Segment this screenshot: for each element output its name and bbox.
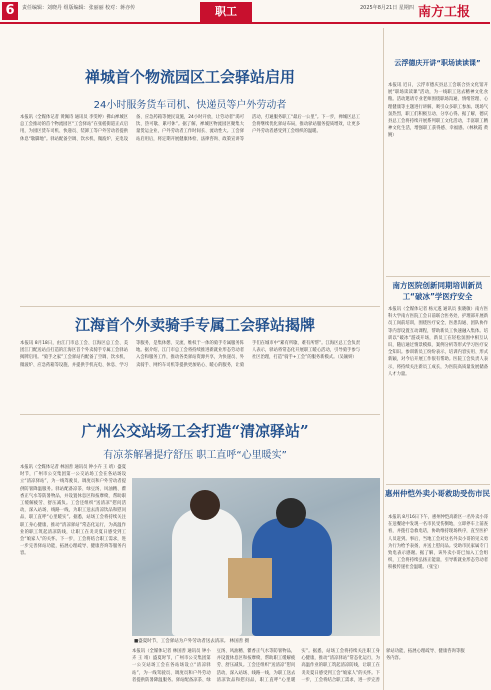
article1-title: 禅城首个物流园区工会驿站启用 [84, 68, 295, 86]
header-rule [0, 22, 490, 24]
news-photo [132, 478, 380, 636]
article1-subtitle: 24小时服务货车司机、快递员等户外劳动者 [93, 100, 287, 111]
article2-body: 本报讯 8月18日，由江门市总工会、江海区总工会、美团江门配送站点打造的江海区首个外卖骑手专属工会驿站揭牌启用。“骑手之家”工会驿站内配备了空调、饮水机、微波炉、应急药箱等设施，并提供手机充电、休息、学习等服务，是集休憩、交流、维权于一体的骑手专属服务阵地。据介绍，江门市总工会将持续推进新就业形态劳动者入会和服务工作，推动各类驿站资源共享，为快递员、外卖骑手、网约车司机等提供更加贴心、暖心的服务，让骑手们在城市中“累有所歇、难有所帮”。江海区总工会负责人表示，驿站将常态化开展职工暖心活动，引导骑手参与社区治理，打造“骑手+工会”的服务新模式。（吴颖妍） [20, 341, 360, 368]
page-number: 6 [2, 2, 18, 20]
issue-date: 2025年8月21日 星期四 [360, 5, 414, 11]
article3-title: 广州公交站场工会打造“清凉驿站” [81, 422, 309, 440]
side-column [383, 28, 491, 690]
photo-parcel [228, 558, 272, 598]
article3-subtitle: 有凉茶解暑提疗舒压 职工直呼“心里暖实” [103, 450, 287, 461]
photo-caption: ■盛夏时节，工会驿站为户外劳动者送去清凉。 林国善 摄 [134, 639, 250, 644]
side3-title: 惠州仲恺外卖小哥救助受伤市民 [385, 489, 490, 498]
article1-body: 本报讯（全媒体记者 黄佩诗 通讯员 李雯婷）佛山禅城区总工会推动的首个物流园区“工会驿站”在张槎街道正式启用，为园区货车司机、快递员、装卸工等户外劳动者提供休息“歇脚地”。驿站配备空调、饮水机、微波炉、充电设备、应急药箱等便民设施，24小时开放，让劳动者“渴可饮、热可歇、累可休”。据了解，禅城区物流园区聚集大量货运企业，户外劳动者工作时间长、流动性大。工会驿站启用后，将定期开展健康体检、法律咨询、政策宣讲等活动，打通服务职工“最后一公里”。下一步，禅城区总工会将继续优化驿站布局，推动驿站服务提质增效，让更多户外劳动者感受到工会组织的温暖。 [20, 115, 360, 142]
side1-title: 云浮德庆开讲“职场读读课” [394, 59, 481, 67]
article2-title: 江海首个外卖骑手专属工会驿站揭牌 [74, 316, 315, 334]
side-divider-1 [386, 276, 490, 277]
photo-head-2 [276, 498, 306, 528]
editor-credits: 责任编辑：刘晓丹 组版编辑：张丽丽 校对：蒋亦传 [22, 5, 136, 11]
article3-body: 本报讯（全媒体记者 林国善 通讯员 钟小卉 王 靖）盛夏时节，广州市公交集团第一公交站场工会在各站场设立“清凉驿站”，为一线驾驶员、调度员和户外劳动者提供防暑降温服务。驿站配备凉茶、绿豆汤、风油精、藿香正气水等防暑物品，并设置休息区和按摩椅，帮助职工缓解疲劳、舒压减负。工会还组织“送清凉”慰问活动，深入站场、线路一线，为职工送去清凉饮品和慰问品，职工直呼“心里暖实”。据悉，站场工会将持续关注职工身心健康，推动“清凉驿站”常态化运行，为高温作业的职工筑起清凉防线，让职工在炎炎夏日感受到工会“娘家人”的关怀。下一步，工会将结合职工需求，进一步完善驿站功能，拓展心理疏导、健康咨询等服务内容。 [20, 465, 126, 557]
side-divider-2 [386, 484, 490, 485]
side2-title: 南方医院创新同期培训新员工“破冰”学医疗安全 [392, 281, 483, 301]
divider-1 [20, 306, 380, 307]
side1-body: 本报讯 近日，云浮市德庆县总工会联合县文化馆开展“职场读读课”活动，为一线职工送去精神文化食粮。活动邀请专业老师围绕职场沟通、情绪管理、心理健康等主题进行讲解，吸引众多职工参加。现场气氛热烈，职工们积极互动、分享心得。据了解，德庆县总工会将持续开展系列职工文化活动，丰富职工精神文化生活，增强职工获得感、幸福感。（林秋霞 黄婉） [388, 83, 488, 139]
page-header [0, 0, 490, 28]
newspaper-logo: 南方工报 [418, 5, 471, 20]
side3-body: 本报讯 8月16日下午，惠州仲恺高新区一名外卖小哥在送餐途中发现一名市民受伤倒地，立即停车上前查看，并拨打急救电话，协助维持现场秩序，直至医护人员赶到。事后，当地工会对这名外卖小哥的见义勇为行为给予表扬，并送上慰问品。受助市民家属专门致电表示感谢。据了解，该外卖小哥已加入工会组织，工会将持续弘扬正能量，引导新就业形态劳动者积极传递社会温暖。（张宝） [388, 515, 488, 571]
section-label: 职工 [200, 2, 252, 22]
photo-head-1 [190, 490, 220, 520]
divider-2 [20, 414, 380, 415]
side2-body: 本报讯（全媒体记者 杨元遂 通讯员 张晓敏）南方医科大学南方医院工会日前联合医务处、护理部开展新员工岗前培训，围绕医疗安全、医患沟通、团队协作等内容设置互动课程，帮助新员工快速融入集体。培训以“破冰”游戏开场，新员工在轻松氛围中相互认识，随后通过情景模拟、案例分析等形式学习医疗安全知识。参训新员工纷纷表示，培训内容实用、形式新颖，对今后开展工作很有帮助。医院工会负责人表示，将持续关注新员工成长，为医院高质量发展储备人才力量。 [388, 307, 488, 377]
article3-body-continued: 本报讯（全媒体记者 林国善 通讯员 钟小卉 王 靖）盛夏时节，广州市公交集团第一公交站场工会在各站场设立“清凉驿站”，为一线驾驶员、调度员和户外劳动者提供防暑降温服务。驿站配备凉茶、绿豆汤、风油精、藿香正气水等防暑物品，并设置休息区和按摩椅，帮助职工缓解疲劳、舒压减负。工会还组织“送清凉”慰问活动，深入站场、线路一线，为职工送去清凉饮品和慰问品，职工直呼“心里暖实”。据悉，站场工会将持续关注职工身心健康，推动“清凉驿站”常态化运行，为高温作业的职工筑起清凉防线，让职工在炎炎夏日感受到工会“娘家人”的关怀。下一步，工会将结合职工需求，进一步完善驿站功能，拓展心理疏导、健康咨询等服务内容。 [132, 649, 465, 683]
